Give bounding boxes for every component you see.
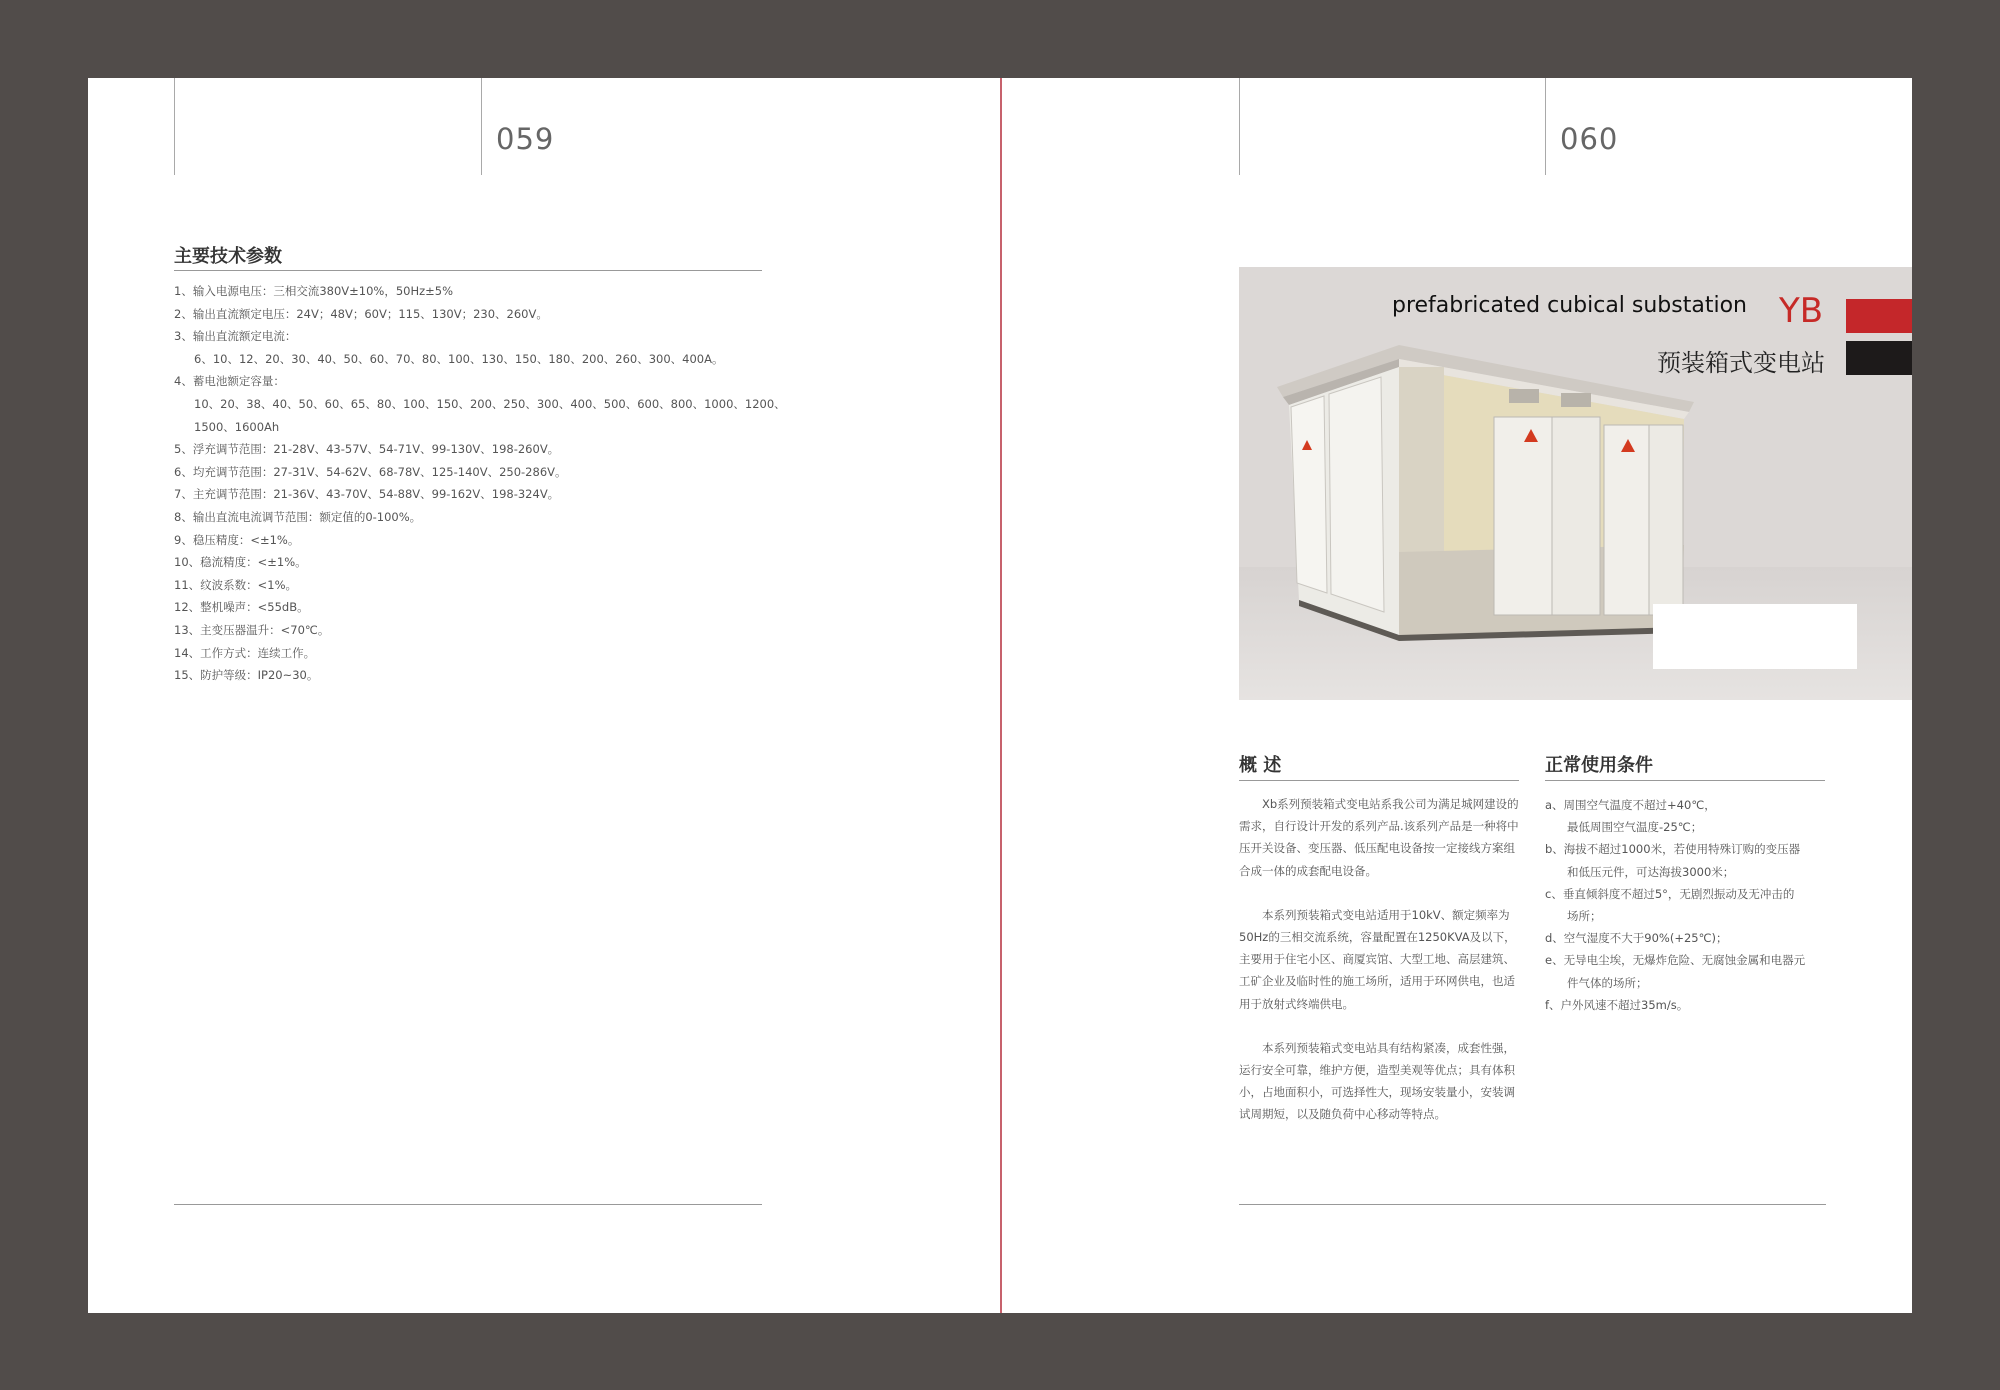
- spec-item: 7、主充调节范围：21-36V、43-70V、54-88V、99-162V、198-324V。: [174, 487, 560, 502]
- spec-item: 2、输出直流额定电压：24V；48V；60V；115、130V；230、260V。: [174, 306, 548, 321]
- conditions-title-rule: [1545, 780, 1825, 781]
- conditions-list: [1545, 794, 1845, 1016]
- footer-rule-left: [174, 1204, 762, 1205]
- condition-item: 最低周围空气温度-25℃；: [1567, 820, 1703, 835]
- footer-rule-right: [1239, 1204, 1826, 1205]
- condition-item: e、无导电尘埃，无爆炸危险、无腐蚀金属和电器元: [1545, 953, 1806, 968]
- spec-item: 6、10、12、20、30、40、50、60、70、80、100、130、150、180、200、260、300、400A。: [194, 351, 724, 366]
- condition-item: b、海拔不超过1000米，若使用特殊订购的变压器: [1545, 842, 1801, 857]
- spec-item: 13、主变压器温升：<70℃。: [174, 622, 330, 637]
- spec-item: 10、20、38、40、50、60、65、80、100、150、200、250、300、400、500、600、800、1000、1200、: [194, 396, 786, 411]
- spec-title-rule: [174, 270, 762, 271]
- spec-item: 15、防护等级：IP20~30。: [174, 668, 319, 683]
- overview-paragraph-3: 本系列预装箱式变电站具有结构紧凑，成套性强，运行安全可靠，维护方便，造型美观等优点；具有体积小，占地面积小，可选择性大，现场安装量小，安装调试周期短，以及随负荷中心移动等特点。: [1239, 1040, 1515, 1122]
- hero-title-en: prefabricated cubical substation: [1392, 293, 1747, 318]
- blank-label-box: [1653, 604, 1857, 669]
- page-fold-line: [1000, 78, 1002, 1313]
- spec-item: 3、输出直流额定电流：: [174, 329, 297, 344]
- spec-list: [174, 280, 786, 687]
- header-divider-right-2: [1545, 78, 1546, 175]
- condition-item: d、空气湿度不大于90%(+25℃)；: [1545, 931, 1728, 946]
- spec-item: 11、纹波系数：<1%。: [174, 577, 298, 592]
- spec-item: 12、整机噪声：<55dB。: [174, 600, 309, 615]
- conditions-title: 正常使用条件: [1545, 755, 1653, 776]
- condition-item: a、周围空气温度不超过+40℃，: [1545, 798, 1716, 812]
- spec-item: 6、均充调节范围：27-31V、54-62V、68-78V、125-140V、250-286V。: [174, 464, 567, 479]
- header-divider-left-2: [481, 78, 482, 175]
- spec-item: 5、浮充调节范围：21-28V、43-57V、54-71V、99-130V、198-260V。: [174, 442, 560, 457]
- spec-item: 10、稳流精度：<±1%。: [174, 555, 307, 570]
- overview-title: 概 述: [1239, 755, 1282, 776]
- brochure-spread: [88, 78, 1912, 1313]
- overview-paragraph-2: 本系列预装箱式变电站适用于10kV、额定频率为50Hz的三相交流系统，容量配置在1250KVA及以下，主要用于住宅小区、商厦宾馆、大型工地、高层建筑、工矿企业及临时性的施工场所，适用于环网供电，也适用于放射式终端供电。: [1239, 907, 1516, 1011]
- condition-item: c、垂直倾斜度不超过5°，无剧烈振动及无冲击的: [1545, 886, 1795, 901]
- condition-item: 场所；: [1567, 909, 1602, 924]
- overview-paragraph-1: Xb系列预装箱式变电站系我公司为满足城网建设的需求，自行设计开发的系列产品.该系列产品是一种将中压开关设备、变压器、低压配电设备按一定接线方案组合成一体的成套配电设备。: [1239, 797, 1519, 878]
- spec-item: 1500、1600Ah: [194, 419, 280, 434]
- hero-product-code: YB: [1779, 291, 1824, 331]
- condition-item: 件气体的场所；: [1567, 975, 1648, 990]
- overview-text: [1239, 793, 1521, 1148]
- page-number-left: 059: [496, 122, 555, 156]
- header-divider-right-1: [1239, 78, 1240, 175]
- condition-item: f、户外风速不超过35m/s。: [1545, 997, 1689, 1012]
- condition-item: 和低压元件，可达海拔3000米；: [1567, 864, 1735, 879]
- overview-title-rule: [1239, 780, 1519, 781]
- hero-title-cn: 预装箱式变电站: [1657, 349, 1825, 377]
- spec-item: 9、稳压精度：<±1%。: [174, 532, 300, 547]
- page-number-right: 060: [1560, 122, 1619, 156]
- spec-item: 14、工作方式：连续工作。: [174, 645, 316, 660]
- spec-section-title: 主要技术参数: [174, 246, 282, 267]
- header-divider-left-1: [174, 78, 175, 175]
- spec-item: 4、蓄电池额定容量：: [174, 374, 285, 389]
- spec-item: 1、输入电源电压：三相交流380V±10%，50Hz±5%: [174, 284, 454, 298]
- product-hero-banner: [1239, 267, 1912, 700]
- spec-item: 8、输出直流电流调节范围：额定值的0-100%。: [174, 509, 422, 524]
